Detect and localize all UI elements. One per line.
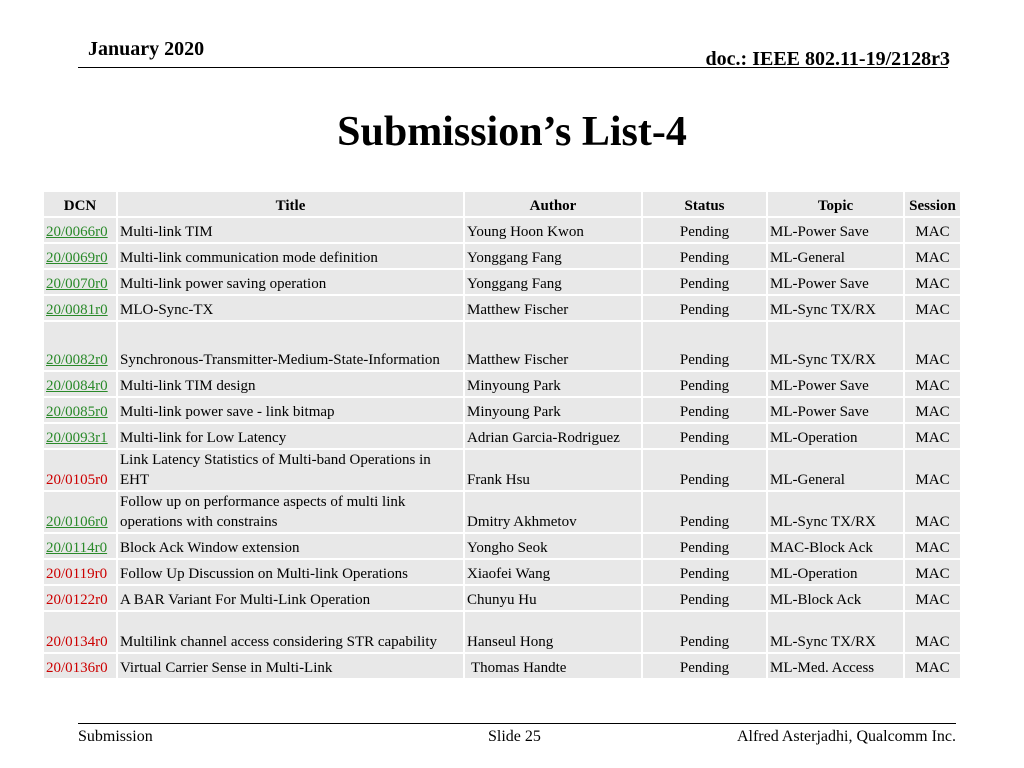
title-cell: Multi-link power save - link bitmap xyxy=(118,398,463,422)
table-row xyxy=(44,534,960,558)
title-cell: Virtual Carrier Sense in Multi-Link xyxy=(118,654,463,678)
dcn-link[interactable]: 20/0070r0 xyxy=(46,276,108,292)
dcn-link[interactable]: 20/0105r0 xyxy=(46,472,108,488)
topic-cell: ML-Power Save xyxy=(768,218,903,242)
topic-cell: ML-Sync TX/RX xyxy=(768,296,903,320)
author-cell: Minyoung Park xyxy=(465,398,641,422)
table-row xyxy=(44,424,960,448)
title-cell: Multi-link power saving operation xyxy=(118,270,463,294)
session-cell: MAC xyxy=(905,296,960,320)
session-cell: MAC xyxy=(905,398,960,422)
title-cell: Multilink channel access considering STR capability xyxy=(118,612,463,652)
topic-cell: ML-Power Save xyxy=(768,270,903,294)
author-cell: Dmitry Akhmetov xyxy=(465,492,641,532)
author-cell: Xiaofei Wang xyxy=(465,560,641,584)
page-title: Submission’s List-4 xyxy=(337,109,687,155)
table-row xyxy=(44,372,960,396)
session-cell: MAC xyxy=(905,586,960,610)
table-row xyxy=(44,612,960,652)
table-row xyxy=(44,322,960,370)
topic-cell: ML-Block Ack xyxy=(768,586,903,610)
dcn-cell xyxy=(44,244,116,268)
author-cell: Matthew Fischer xyxy=(465,296,641,320)
author-cell: Adrian Garcia-Rodriguez xyxy=(465,424,641,448)
status-cell: Pending xyxy=(643,372,766,396)
title-cell: Link Latency Statistics of Multi-band Operations in EHT xyxy=(118,450,463,490)
table-row xyxy=(44,218,960,242)
dcn-link[interactable]: 20/0136r0 xyxy=(46,660,108,676)
dcn-link[interactable]: 20/0114r0 xyxy=(46,540,108,556)
dcn-cell xyxy=(44,270,116,294)
title-cell: Block Ack Window extension xyxy=(118,534,463,558)
column-header-dcn: DCN xyxy=(44,192,116,216)
session-cell: MAC xyxy=(905,218,960,242)
footer-label: Submission xyxy=(78,728,153,745)
topic-cell: ML-Sync TX/RX xyxy=(768,322,903,370)
topic-cell: ML-Power Save xyxy=(768,372,903,396)
dcn-cell xyxy=(44,560,116,584)
session-cell: MAC xyxy=(905,612,960,652)
column-header-status: Status xyxy=(643,192,766,216)
dcn-link[interactable]: 20/0093r1 xyxy=(46,430,108,446)
title-cell: A BAR Variant For Multi-Link Operation xyxy=(118,586,463,610)
table-row xyxy=(44,654,960,678)
dcn-link[interactable]: 20/0134r0 xyxy=(46,634,108,650)
submissions-table xyxy=(42,190,962,680)
status-cell: Pending xyxy=(643,450,766,490)
dcn-link[interactable]: 20/0066r0 xyxy=(46,224,108,240)
column-header-session: Session xyxy=(905,192,960,216)
session-cell: MAC xyxy=(905,244,960,268)
table-row xyxy=(44,270,960,294)
session-cell: MAC xyxy=(905,492,960,532)
table-row xyxy=(44,244,960,268)
title-cell: Follow Up Discussion on Multi-link Operations xyxy=(118,560,463,584)
dcn-cell xyxy=(44,492,116,532)
status-cell: Pending xyxy=(643,398,766,422)
dcn-cell xyxy=(44,372,116,396)
session-cell: MAC xyxy=(905,450,960,490)
session-cell: MAC xyxy=(905,322,960,370)
header-divider xyxy=(78,67,948,68)
session-cell: MAC xyxy=(905,534,960,558)
dcn-cell xyxy=(44,296,116,320)
status-cell: Pending xyxy=(643,586,766,610)
dcn-link[interactable]: 20/0081r0 xyxy=(46,302,108,318)
status-cell: Pending xyxy=(643,534,766,558)
dcn-link[interactable]: 20/0106r0 xyxy=(46,514,108,530)
header-date: January 2020 xyxy=(88,38,205,60)
dcn-cell xyxy=(44,218,116,242)
status-cell: Pending xyxy=(643,560,766,584)
author-cell: Yonggang Fang xyxy=(465,270,641,294)
author-cell: Frank Hsu xyxy=(465,450,641,490)
status-cell: Pending xyxy=(643,218,766,242)
table-row xyxy=(44,492,960,532)
author-cell: Matthew Fischer xyxy=(465,322,641,370)
topic-cell: ML-General xyxy=(768,450,903,490)
dcn-link[interactable]: 20/0122r0 xyxy=(46,592,108,608)
title-cell: MLO-Sync-TX xyxy=(118,296,463,320)
status-cell: Pending xyxy=(643,424,766,448)
dcn-cell xyxy=(44,398,116,422)
author-cell: Minyoung Park xyxy=(465,372,641,396)
dcn-cell xyxy=(44,612,116,652)
dcn-link[interactable]: 20/0085r0 xyxy=(46,404,108,420)
dcn-cell xyxy=(44,450,116,490)
author-cell: Thomas Handte xyxy=(465,654,641,678)
session-cell: MAC xyxy=(905,654,960,678)
dcn-cell xyxy=(44,534,116,558)
topic-cell: ML-Operation xyxy=(768,560,903,584)
status-cell: Pending xyxy=(643,322,766,370)
status-cell: Pending xyxy=(643,654,766,678)
topic-cell: ML-Med. Access xyxy=(768,654,903,678)
slide-number: Slide 25 xyxy=(488,728,541,745)
dcn-cell xyxy=(44,654,116,678)
topic-cell: ML-Power Save xyxy=(768,398,903,422)
footer-divider xyxy=(78,723,956,724)
table-row xyxy=(44,586,960,610)
author-cell: Yongho Seok xyxy=(465,534,641,558)
dcn-link[interactable]: 20/0082r0 xyxy=(46,352,108,368)
dcn-link[interactable]: 20/0084r0 xyxy=(46,378,108,394)
dcn-cell xyxy=(44,586,116,610)
table-row xyxy=(44,398,960,422)
topic-cell: ML-General xyxy=(768,244,903,268)
author-cell: Young Hoon Kwon xyxy=(465,218,641,242)
topic-cell: ML-Sync TX/RX xyxy=(768,492,903,532)
session-cell: MAC xyxy=(905,424,960,448)
table-row xyxy=(44,560,960,584)
dcn-link[interactable]: 20/0119r0 xyxy=(46,566,108,582)
dcn-link[interactable]: 20/0069r0 xyxy=(46,250,108,266)
column-header-author: Author xyxy=(465,192,641,216)
topic-cell: MAC-Block Ack xyxy=(768,534,903,558)
status-cell: Pending xyxy=(643,492,766,532)
session-cell: MAC xyxy=(905,372,960,396)
title-cell: Multi-link communication mode definition xyxy=(118,244,463,268)
table-row xyxy=(44,296,960,320)
dcn-cell xyxy=(44,322,116,370)
column-header-title: Title xyxy=(118,192,463,216)
topic-cell: ML-Operation xyxy=(768,424,903,448)
session-cell: MAC xyxy=(905,270,960,294)
footer-author: Alfred Asterjadhi, Qualcomm Inc. xyxy=(736,728,956,745)
topic-cell: ML-Sync TX/RX xyxy=(768,612,903,652)
status-cell: Pending xyxy=(643,612,766,652)
title-cell: Multi-link for Low Latency xyxy=(118,424,463,448)
status-cell: Pending xyxy=(643,244,766,268)
column-header-topic: Topic xyxy=(768,192,903,216)
author-cell: Hanseul Hong xyxy=(465,612,641,652)
status-cell: Pending xyxy=(643,296,766,320)
table-header-row xyxy=(44,192,960,216)
table-row xyxy=(44,450,960,490)
author-cell: Chunyu Hu xyxy=(465,586,641,610)
session-cell: MAC xyxy=(905,560,960,584)
title-cell: Follow up on performance aspects of multi link operations with constrains xyxy=(118,492,463,532)
title-cell: Multi-link TIM design xyxy=(118,372,463,396)
dcn-cell xyxy=(44,424,116,448)
status-cell: Pending xyxy=(643,270,766,294)
title-cell: Synchronous-Transmitter-Medium-State-Information xyxy=(118,322,463,370)
title-cell: Multi-link TIM xyxy=(118,218,463,242)
header-doc-id: doc.: IEEE 802.11-19/2128r3 xyxy=(705,48,950,70)
author-cell: Yonggang Fang xyxy=(465,244,641,268)
